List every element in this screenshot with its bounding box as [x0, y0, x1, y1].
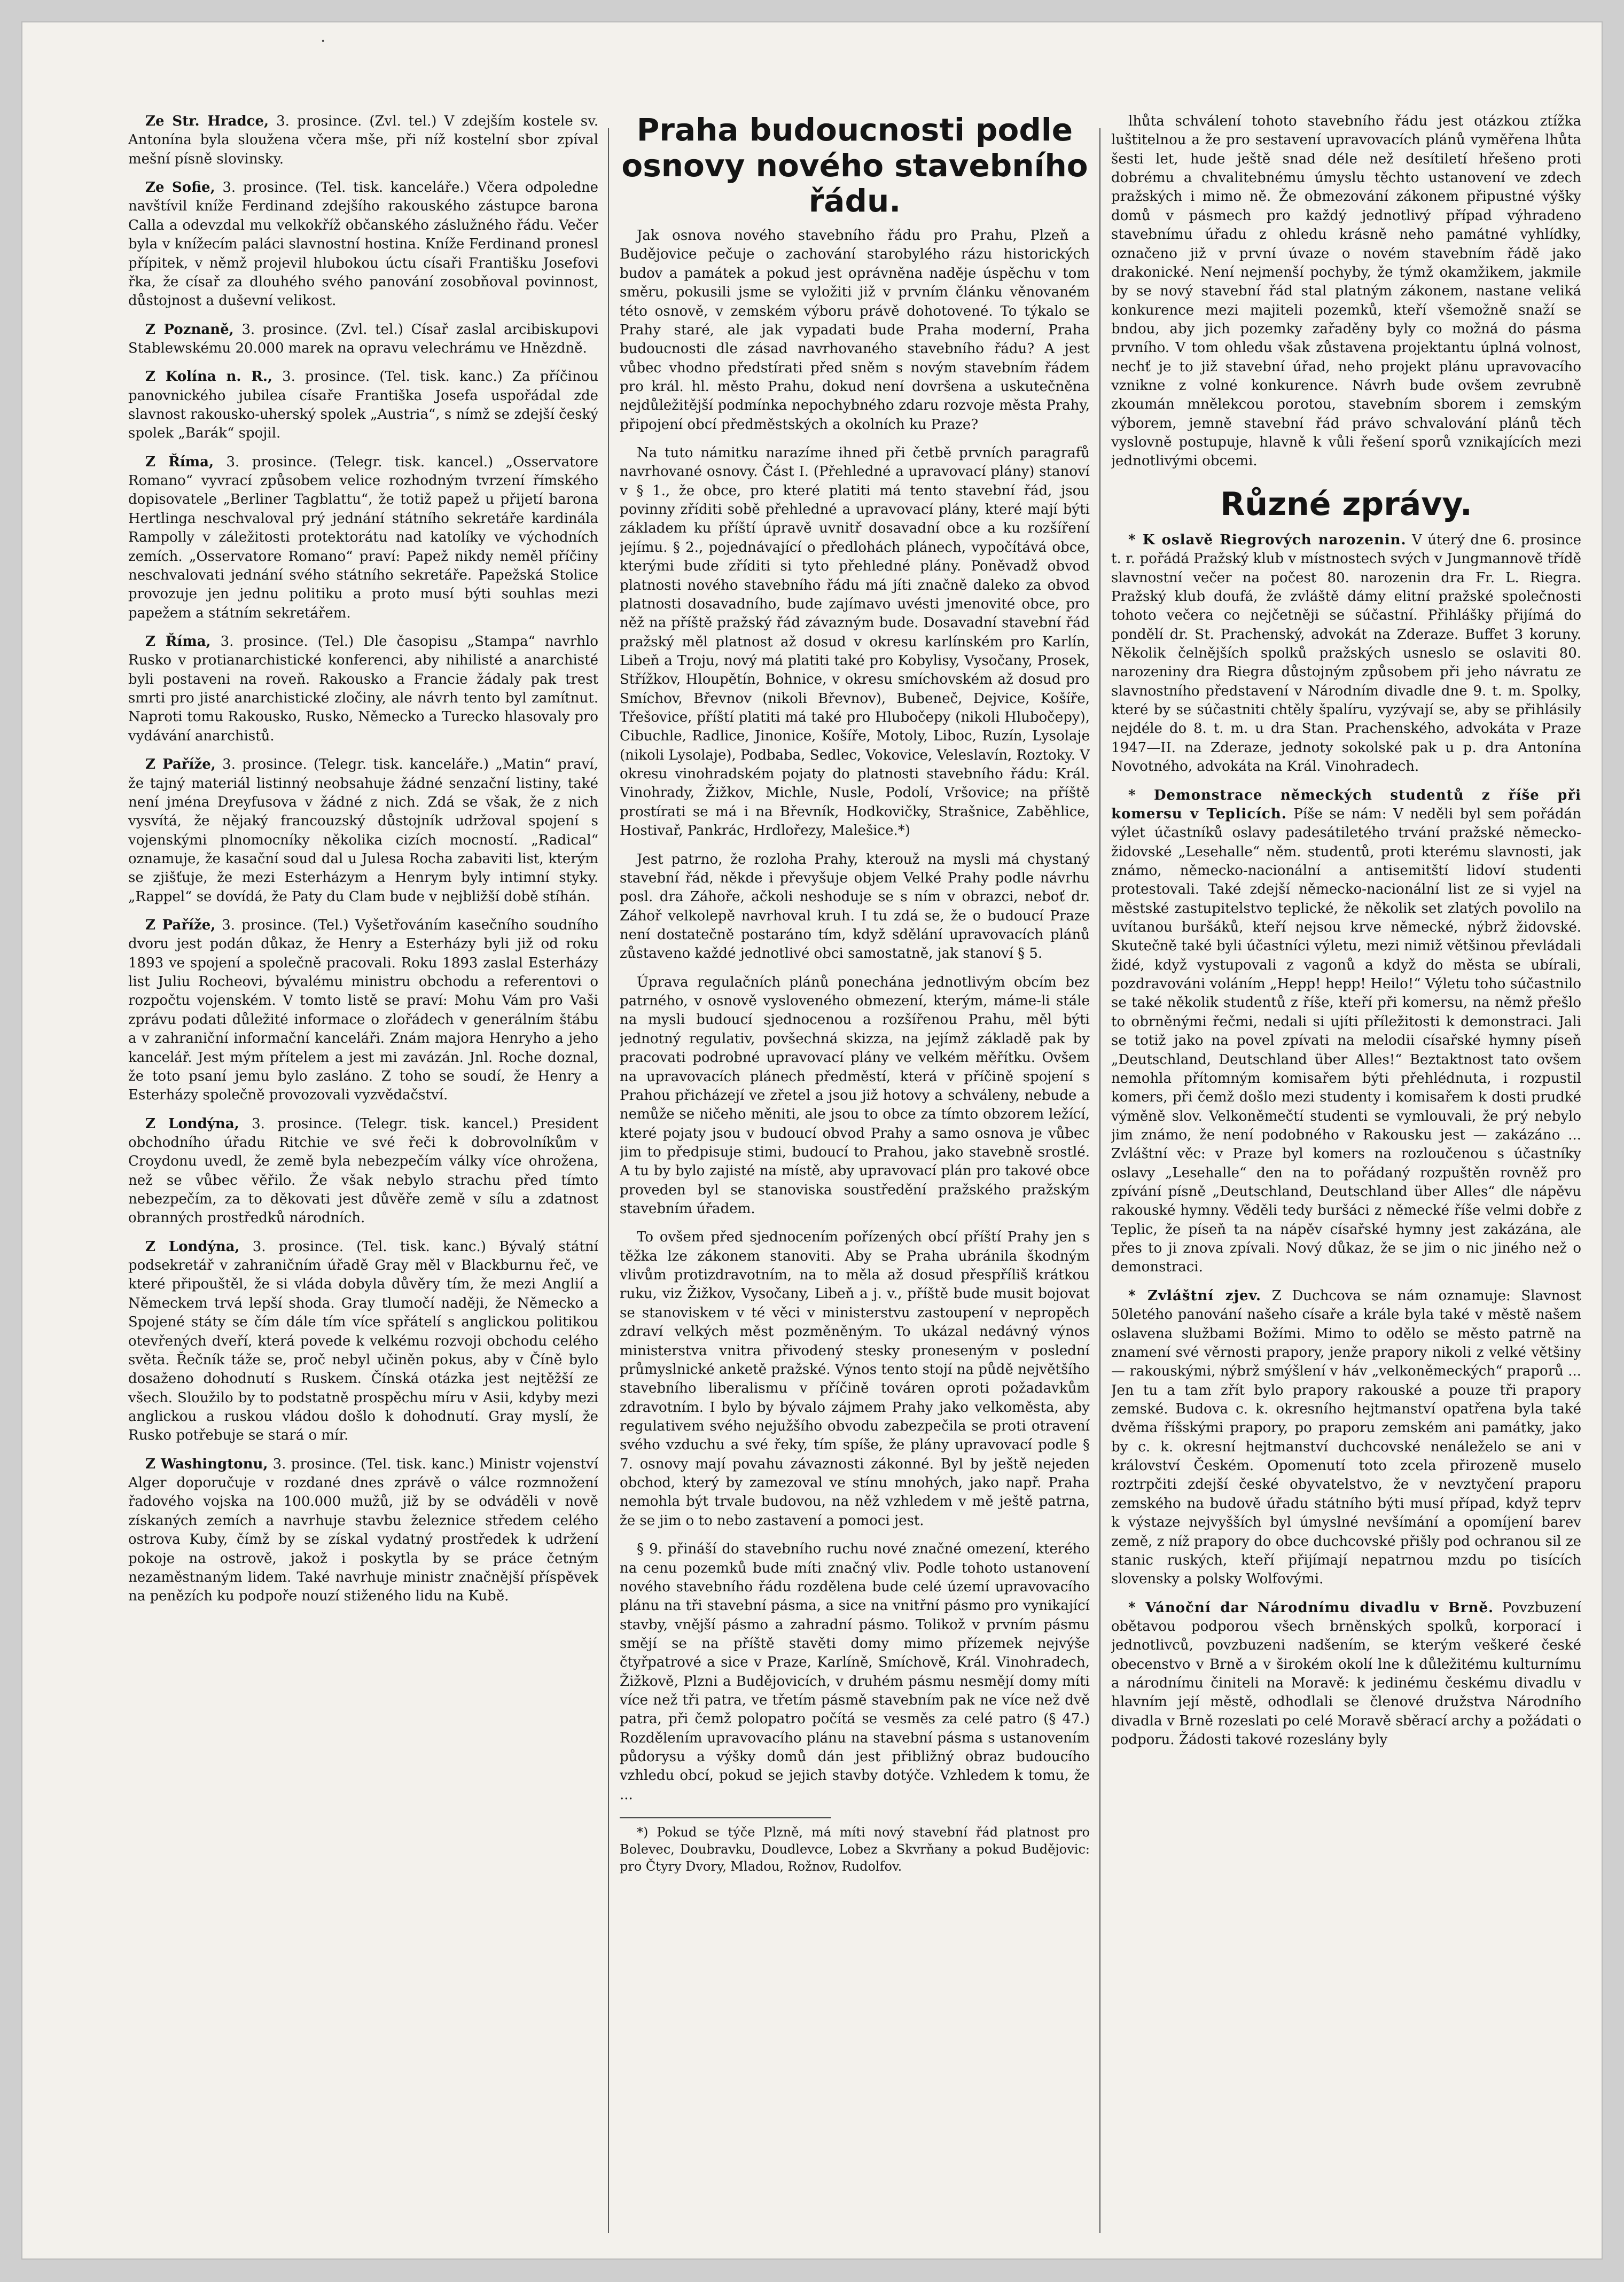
footnote: *) Pokud se týče Plzně, má míti nový stavební řád platnost pro Bolevec, Doubravku, Doudlevce, Lobez a Skvrňany a pokud Budějovic: pro Čtyry Dvory, Mladou, Rožnov, Rudolfov. [620, 1825, 1090, 1874]
news-item [128, 755, 598, 906]
section-heading: Různé zprávy. [1220, 485, 1472, 523]
item-lead: Ze Sofie, [145, 179, 215, 196]
item-lead: * K oslavě Riegrových narozenin. [1128, 532, 1407, 548]
item-lead: * Vánoční dar Národnímu divadlu v Brně. [1128, 1599, 1494, 1616]
item-text: 3. prosince. (Tel. tisk. kanc.) Bývalý státní podsekretář v zahraničním úřadě Gray měl v Blackburnu řeč, ve které připouštěl, že si vláda dobyla důvěry tím, že mezi Anglií a Německem trvá lepší shoda. Gray tlumočí naději, že Německo a Spojené státy se čím dále tím více spřátelí s anglickou politikou otevřených dveří, která povede k velkému rozvoji obchodu celého světa. Řečník táže se, proč nebyl učiněn pokus, aby v Číně bylo dosaženo dohodnutí s Ruskem. Čínská otázka jest nejtěžší ze všech. Sloužilo by to podstatně prospěchu míru v Asii, kdyby mezi anglickou a ruskou vládou došlo k dohodnutí. Gray myslí, že Rusko potřebuje se stará o mír. [128, 1238, 598, 1444]
item-text: 3. prosince. (Tel.) Vyšetřováním kasečního soudního dvoru jest podán důkaz, že Henry a Esterházy byli již od roku 1893 ve spojení a společně pracovali. Roku 1893 zaslal Esterházy list Juliu Rocheovi, bývalému ministru obchodu a referentovi o rozpočtu vojenském. V tomto listě se praví: Mohu Vám pro Vaši zprávu podati důležité informace o zlořádech v generálním štábu a v zahraniční informační kanceláři. Znám majora Henryho a jeho kancelář. Jest mým přítelem a jest mi zavázán. Jnl. Roche doznal, že toto psaní jemu bylo zasláno. Z toho se soudí, že Henry a Esterházy společně provozovali vyzvědačství. [128, 917, 598, 1104]
news-item [128, 112, 598, 169]
item-text: Píše se nám: V neděli byl sem pořádán výlet účastníků oslavy padesátiletého trvání pražské německo-židovské „Lesehalle“ něm. studentů, proti kterému slavnosti, jak známo, německo-nacionální a antisemitští lidoví studenti protestovali. Také zdejší německo-nacionální list ze si vyjel na městské zastupitelstvo teplické, že několik set zlatých povolilo na uvítanou buršáků, kteří nejsou krve německé, nýbrž židovské. Skutečně také byli účastníci výletu, mezi nimiž většinou převládali židé, když vystupovali z vagonů a když do města se ubírali, pozdravováni voláním „Hepp! hepp! Heilo!“ Výletu toho súčastnilo se také několik studentů z říše, kteří při komersu, na němž přešlo to obrněnými řečmi, nedali si ujíti příležitosti k demonstraci. Jali se totiž jako na povel zpívati na melodii císařské hymny píseň „Deutschland, Deutschland über Alles!“ Beztaktnost tato ovšem nemohla přítomným komisařem býti přehlédnuta, i rozpustil komers, při čemž došlo mezi studenty i komisařem k dosti prudké výměně slov. Velkoněmečtí studenti se vymlouvali, že prý nebylo jim známo, že není podobného v Rakousku jest — zakázáno ... Zvláštní věc: v Praze byl komers na rozloučenou s účastníky oslavy „Lesehalle“ den na to pořádaný rozpuštěn rovněž pro zpívání písně „Deutschland, Deutschland über Alles“ dle nápěvu rakouské hymny. Věděli tedy buršáci z německé říše velmi dobře z Teplic, že píseň ta na nápěv císařské hymny jest zakázána, ale přes to ji znova zpívali. Nový důkaz, že se jim o nic jiného než o demonstraci. [1111, 806, 1581, 1276]
page-speck: · [321, 32, 326, 51]
item-text: V úterý dne 6. prosince t. r. pořádá Pražský klub v místnostech svých v Jungmannově třídě slavnostní večer na počest 80. narozenin dra Fr. L. Riegra. Pražský klub doufá, že zvláště dámy elitní pražské společnosti tohoto večera co nejčetněji se súčastní. Přihlášky přijímá do pondělí dr. St. Prachenský, advokát na Zderaze. Buffet 3 koruny. Několik čelnějších spolků pražských usneslo se oslaviti 80. narozeniny dra Riegra důstojným způsobem při jeho návratu ze slavnostního představení v Národním divadle dne 9. t. m. Spolky, které by se súčastniti chtěly špalíru, vyzývají se, aby se přihlásily nejdéle do 8. t. m. u dra Stan. Prachenského, advokáta v Praze 1947—II. na Zderaze, jednoty sokolské pak u p. dra Antonína Novotného, advokáta na Král. Vinohradech. [1111, 532, 1581, 775]
item-text: 3. prosince. (Zvl. tel.) Císař zaslal arcibiskupovi Stablewskému 20.000 marek na opravu velechrámu ve Hnězdně. [128, 321, 598, 356]
column-telegrams [128, 112, 598, 2238]
news-item [128, 321, 598, 358]
article-paragraph: Na tuto námitku narazíme ihned při četbě prvních paragrafů navrhované osnovy. Část I. (Přehledné a upravovací plány) stanoví v § 1., že obce, pro které platiti má tento stavební řád, jsou povinny zříditi sobě přehledné a upravovací plány, které mají býti základem ku příští úpravě uvnitř dosavadní obce a ku rozšíření jejímu. § 2., pojednávající o předlohách plánech, vypočítává obce, kterými bude zříditi si tyto přehledné plány. Poněvadž obvod platnosti nového stavebního řádu má jíti značně daleko za obvod platnosti dosavadního, bude zajímavo uvésti jmenovité obce, pro něž na příště pražský řád závazným bude. Dosavadní stavební řád pražský měl platnost až dosud v okresu karlínském pro Karlín, Libeň a Troju, nový má platiti také pro Kobylisy, Vysočany, Prosek, Střížkov, Hloupětín, Bohnice, v okresu smíchovském až dosud pro Smíchov, Břevnov (nikoli Břevnov), Bubeneč, Dejvice, Košíře, Třešovice, příští platiti má také pro Hlubočepy (nikoli Hlubočepy), Cibuchle, Radlice, Jinonice, Košíře, Motoly, Liboc, Ruzín, Lysolaje (nikoli Lysolaje), Podbaba, Sedlec, Vokovice, Veleslavín, Roztoky. V okresu vinohradském pojaty do platnosti stavebního řádu: Král. Vinohrady, Žižkov, Michle, Nusle, Podolí, Vršovice; na příště prostírati se má i na Břevník, Hodkovičky, Strašnice, Zaběhlice, Hostivař, Pankrác, Hrdlořezy, Malešice.*) [620, 445, 1090, 839]
item-text: 3. prosince. (Tel.) Dle časopisu „Stampa“ navrhlo Rusko v protianarchistické konferenci, aby nihilisté a anarchisté byli postaveni na roveň. Rakousko a Francie žádaly pak trest smrti pro jisté anarchistické zločiny, ale návrh tento byl zamítnut. Naproti tomu Rakousko, Rusko, Německo a Turecko hlasovaly pro vydávání anarchistů. [128, 633, 598, 744]
item-lead: Z Kolína n. R., [145, 369, 273, 385]
item-lead: Ze Str. Hradce, [145, 113, 269, 129]
article-heading: Praha budoucnosti podle osnovy nového stavebního řádu. [621, 112, 1088, 220]
news-item [128, 368, 598, 443]
item-text: 3. prosince. (Telegr. tisk. kancel.) „Osservatore Romano“ vyvrací způsobem velice rozhodným tvrzení římského dopisovatele „Berliner Tagblattu“, že totiž papež u přijetí barona Hertlinga neschvaloval prý jednání státního sekretáře kardinála Rampolly v záležitosti protektorátu nad katolíky ve východních zemích. „Osservatore Romano“ praví: Papež nikdy neměl příčiny neschvalovati jednání svého státního sekretáře. Papežská Stolice provozuje jen jednu politiku a proto musí býti souhlas mezi papežem a státním sekretářem. [128, 454, 598, 621]
item-text: 3. prosince. (Telegr. tisk. kancel.) President obchodního úřadu Ritchie ve své řeči k dobrovolníkům v Croydonu uvedl, že země byla nebezpečím války více ohrožena, než se vůbec věřilo. Že však nebylo strachu před tímto nebezpečím, za to děkovati jest důvěře země v sílu a zdatnost obranných prostředků národních. [128, 1115, 598, 1226]
item-text: 3. prosince. (Tel. tisk. kanceláře.) Včera odpoledne navštívil kníže Ferdinand zdejšího rakouského zástupce barona Calla a odevzdal mu velkokříž občanského záslužného řádu. Večer byla v knížecím paláci slavnostní hostina. Kníže Ferdinand pronesl přípitek, v němž projevil hlubokou úctu císaři Františku Josefovi řka, že císař za dlouhého svého panování zosobňoval povinnost, důstojnost a duševní velikost. [128, 179, 598, 309]
article-paragraph: Jak osnova nového stavebního řádu pro Prahu, Plzeň a Budějovice pečuje o zachování starobylého rázu historických budov a památek a pokud jest oprávněna naděje úspěchu v tom směru, pokusili jsme se vyložiti již v prvním článku věnovaném této osnově, v zemském výboru právě dohotovené. To týkalo se Prahy staré, ale jak vypadati bude Praha moderní, Praha budoucnosti dle zásad navrhovaného stavebního řádu? A jest vůbec vhodno předstírati před sněm s novým stavebním řádem pro král. hl. město Prahu, dokud není dovršena a uskutečněna nejdůležitější podmínka nepochybného zdaru rozvoje města Prahy, připojení obcí předměstských a okolních ku Praze? [620, 228, 1090, 433]
column-article [620, 112, 1090, 2238]
item-lead: Z Londýna, [145, 1238, 240, 1255]
item-lead: Z Paříže, [145, 917, 216, 934]
item-lead: Z Londýna, [145, 1115, 239, 1132]
news-item [128, 453, 598, 623]
item-text: 3. prosince. (Tel. tisk. kanc.) Za příčinou panovnického jubilea císaře Františka Josefa uspořádal zde slavnost rakousko-uherský spolek „Austria“, s nímž se zdejší český spolek „Barák“ spojil. [128, 369, 598, 442]
article-paragraph: Jest patrno, že rozloha Prahy, kterouž na mysli má chystaný stavební řád, někde i převyšuje objem Velké Prahy podle návrhu posl. dra Záhoře, ačkoli neshoduje se s ním v obrazci, neboť dr. Záhoř velkolepě navrhoval kruh. I tu zdá se, že o budoucí Praze není dostatečně postaráno tím, když sdělání upravovacích plánů zůstaveno každé jednotlivé obci samostatně, jak stanoví § 5. [620, 851, 1090, 962]
item-text: 3. prosince. (Zvl. tel.) V zdejším kostele sv. Antonína byla sloužena včera mše, při níž kostelní sbor zpíval mešní písně slovinsky. [128, 113, 598, 167]
article-continuation: lhůta schválení tohoto stavebního řádu jest otázkou ztížka luštitelnou a že pro sestavení upravovacích plánů vyměřena lhůta šesti let, hude ještě snad déle než desítiletí hřešeno proti dobrému a chvalitebnému úmyslu těchto ustanovení ve zdech pražských i mimo ně. Že obmezování zákonem připustné výšky domů v pásmech pro každý jednotlivý případ výhradeno stavebnímu úřadu z ohledu krásně neho památné vyhlídky, označeno již v první úvaze o novém stavebním řádě jako drakonické. Není nejmenší pochyby, že týmž okamžikem, jakmile by se nový stavební řád stal platným zákonem, nastane veliká konkurence mezi majiteli pozemků, kteří všemožně snaží se bndou, aby jich pozemky zařaděny byly co možná do pásma prvního. V tom ohledu však zůstavena projektantu úplná volnost, nechť je to již stavební úřad, neho projekt plánu upravovacího vznikne z volné konkurence. Návrh bude ovšem zevrubně zkoumán mnělekcou porotou, stavebním sborem i zemským výborem, jemně stavební řád právo schvalování plánů těch vyslovně postupuje, hlavně k vůli řešení sporů vznikajících mezi jednotlivými obcemi. [1111, 113, 1581, 470]
item-lead: Z Paříže, [145, 756, 216, 773]
item-text: Povzbuzení obětavou podporou všech brněnských spolků, korporací i jednotlivců, povzbuzeni nadšením, se kterým veškeré české obecenstvo v Brně a v širokém okolí lne k důležitému kulturnímu a národnímu činiteli na Moravě: k jedinému českému divadlu v hlavním její městě, odhodlali se členové družstva Národního divadla v Brně rozeslati po celé Moravě sběrací archy a požádati o podporu. Žádosti takové rozeslány byly [1111, 1599, 1581, 1748]
news-item [128, 1238, 598, 1445]
news-item [1111, 786, 1581, 1277]
item-lead: Z Říma, [145, 633, 211, 650]
news-item [128, 916, 598, 1105]
news-item [128, 632, 598, 746]
newspaper-page [21, 21, 1603, 2260]
item-text: 3. prosince. (Tel. tisk. kanc.) Ministr vojenství Alger doporučuje v rozdané dnes zprávě o válce rozmnožení řadového vojska na 100.000 mužů, již by se odváděli v nově získaných zemích a navrhuje stavbu železnice středem celého ostrova Kuby, čímž by se získal vydatný prostředek k udržení pokoje na ostrově, jakož i poskytla by se práce četným nezaměstnaným lidem. Také navrhuje ministr značnější příspěvek na penězích ku podpoře nouzí stiženého lidu na Kubě. [128, 1456, 598, 1605]
item-lead: * Zvláštní zjev. [1128, 1287, 1262, 1304]
news-item [128, 178, 598, 311]
item-lead: Z Washingtonu, [145, 1456, 268, 1472]
news-item [1111, 1287, 1581, 1589]
footnote-rule [620, 1817, 831, 1818]
column-misc [1111, 112, 1581, 2238]
news-item [1111, 1599, 1581, 1750]
column-rule [608, 128, 609, 2233]
item-lead: * Demonstrace německých studentů z říše při komersu v Teplicích. [1111, 787, 1581, 822]
article-paragraph: § 9. přináší do stavebního ruchu nové značné omezení, kterého na cenu pozemků bude míti značný vliv. Podle tohoto ustanovení nového stavebního řádu rozdělena bude celé území upravovacího plánu na tři stavební pásma, a sice na vnitřní pásmo pro vynikající stavby, vnější pásmo a zahradní pásmo. Tolikož v prvním pásmu smějí se na příště stavěti domy mimo přízemek nejvýše čtyřpatrové a sice v Praze, Karlíně, Smíchově, Král. Vinohradech, Žižkově, Plzni a Budějovicích, v druhém pásmu nesmějí domy míti více než tři patra, ve třetím pásmě stavebním pak ne více než dvě patra, při čemž polopatro počítá se vesměs za celé patro (§ 47.) Rozdělením upravovacího plánu na stavební pásma s ustanovením půdorysu a výšky domů dán jest přibližný obraz budoucího vzhledu obcí, pokud se jejich stavby dotýče. Vzhledem k tomu, že ... [620, 1541, 1090, 1803]
article-paragraph: To ovšem před sjednocením pořízených obcí příští Prahy jen s těžka lze zákonem stanoviti. Aby se Praha ubránila škodným vlivům protizdravotním, na to měla až dosud přespříliš krátkou ruku, viz Žižkov, Vysočany, Libeň a j. v., příště bude musit bojovat se stanoviskem v té věci v ministerstvu zastoupení v nepropěch zdraví velkých měst pozměněným. To ukázal nedávný výnos ministerstva vnitra přivodený stesky proneseným v poslední průmyslnické anketě pražské. Výnos tento stojí na půdě největšího stavebního liberalismu v příčině továren oproti požadavkům zdravotním. I bylo by bývalo zájmem Prahy jako velkoměsta, aby regulativem svého nejužšího obvodu zabezpečila se proti otravení svého vzduchu a své řeky, tím spíše, že plány upravovací podle § 7. osnovy mají povahu závaznosti zákonné. Byl by ještě nejeden obchod, který by zamezoval ve stínu mnohých, jako např. Praha nemohla být trvale budovou, na něž vzhledem v mě ještě patrna, že se jim o to nebo zastavení a pomoci jest. [620, 1229, 1090, 1529]
news-item [128, 1115, 598, 1228]
item-lead: Z Říma, [145, 454, 214, 470]
column-rule [1099, 128, 1100, 2233]
news-item [128, 1455, 598, 1606]
item-text: 3. prosince. (Telegr. tisk. kanceláře.) „Matin“ praví, že tajný materiál listinný neobsahuje žádné senzační listiny, také není jména Dreyfusova v žádné z nich. Zdá se však, že z nich vysvítá, že nějaký francouzský důstojník udržoval spojení s vojenskými plnomocníky několika cizích mocností. „Radical“ oznamuje, že kasační soud dal u Julesa Rocha zabaviti list, kterým se zjišťuje, že mezi Esterházym a Henrym byly intimní styky. „Rappel“ se dovídá, že Paty du Clam bude v nejbližší době stíhán. [128, 756, 598, 905]
item-text: Z Duchcova se nám oznamuje: Slavnost 50letého panování našeho císaře a krále byla také v městě našem oslavena službami Božími. Mimo to odělo se město patrně na znamení své věrnosti prapory, jenže prapory nikoli z velké většiny — rakouskými, nýbrž smýšlení v háv „velkoněmeckých“ praporů ... Jen tu a tam zřít bylo prapory rakouské a pouze tři prapory zemské. Budova c. k. okresního hejtmanství opatřena byla také dvěma říšskými prapory, po praporu zemském ani památky, jako by c. k. okresní hejtmanství duchcovské nenáleželo se ani v království Českém. Opomenutí toto zcela přirozeně muselo roztrpčiti zdejší české obyvatelstvo, že v nevztyčení praporu zemského na budově úřadu státního býti musí případ, když teprv k výstaze nejvyšších byl úmyslné nevšímání a opomíjení barev země, z níž prapory do obce duchcovské přišly pod ochranou sil ze stanic ruských, kteří přijímají nepatrnou mzdu po tisících slovensky a polsky Wolfovými. [1111, 1287, 1581, 1588]
item-lead: Z Poznaně, [145, 321, 234, 338]
article-paragraph: Úprava regulačních plánů ponechána jednotlivým obcím bez patrného, v osnově vysloveného obmezení, kterým, máme-li stále na mysli budoucí sjednocenou a rozšířenou Prahu, měl býti jednotný regulativ, povšechná skizza, na jejímž základě pak by pracovati podrobné upravovací plány ve velkém měřítku. Ovšem na upravovacích plánech předměstí, která v příčině spojení s Prahou přicházejí ve zřetel a jsou již hotovy a schváleny, nebude a nemůže se ničeho měniti, ale jsou to obce za tímto obzorem ležící, které pojaty jsou v budoucí obvod Prahy a samo osnova je vůbec jim to předpisuje stimi, budoucí to Prahou, jako stavebně srostlé. A tu by bylo zajisté na místě, aby upravovací plán pro takové obce proveden byl se stanoviska soustředění pražského pražským stavebním úřadem. [620, 974, 1090, 1217]
news-item [1111, 531, 1581, 777]
